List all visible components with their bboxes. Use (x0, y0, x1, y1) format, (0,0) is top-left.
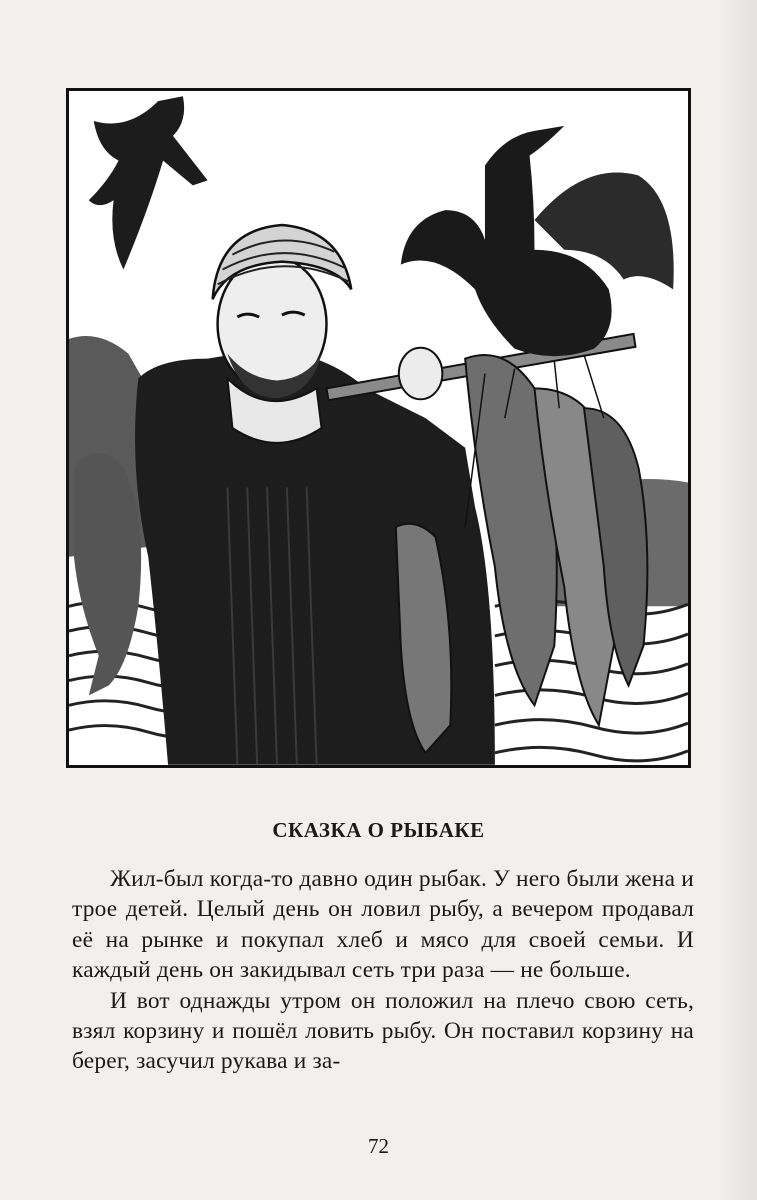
illustration-fisherman (66, 88, 691, 768)
paragraph: И вот однажды утром он положил на плечо свою сеть, взял корзину и пошёл ловить рыбу. Он поставил корзину на берег, засучил рукава и за- (72, 987, 694, 1075)
flying-bird (89, 96, 208, 269)
fisherman-hand (399, 348, 443, 400)
page-number: 72 (368, 1134, 389, 1158)
story-text (72, 864, 694, 1077)
story-title: СКАЗКА О РЫБАКЕ (272, 818, 485, 842)
page-edge-shade (717, 0, 757, 1200)
paragraph: Жил-был когда-то давно один рыбак. У него были жена и трое детей. Целый день он ловил рыбу, а вечером продавал её на рынке и покупал хлеб и мясо для своей семьи. И каждый день он закидывал сеть три раза — не больше. (72, 866, 694, 984)
bird-left (74, 453, 141, 696)
